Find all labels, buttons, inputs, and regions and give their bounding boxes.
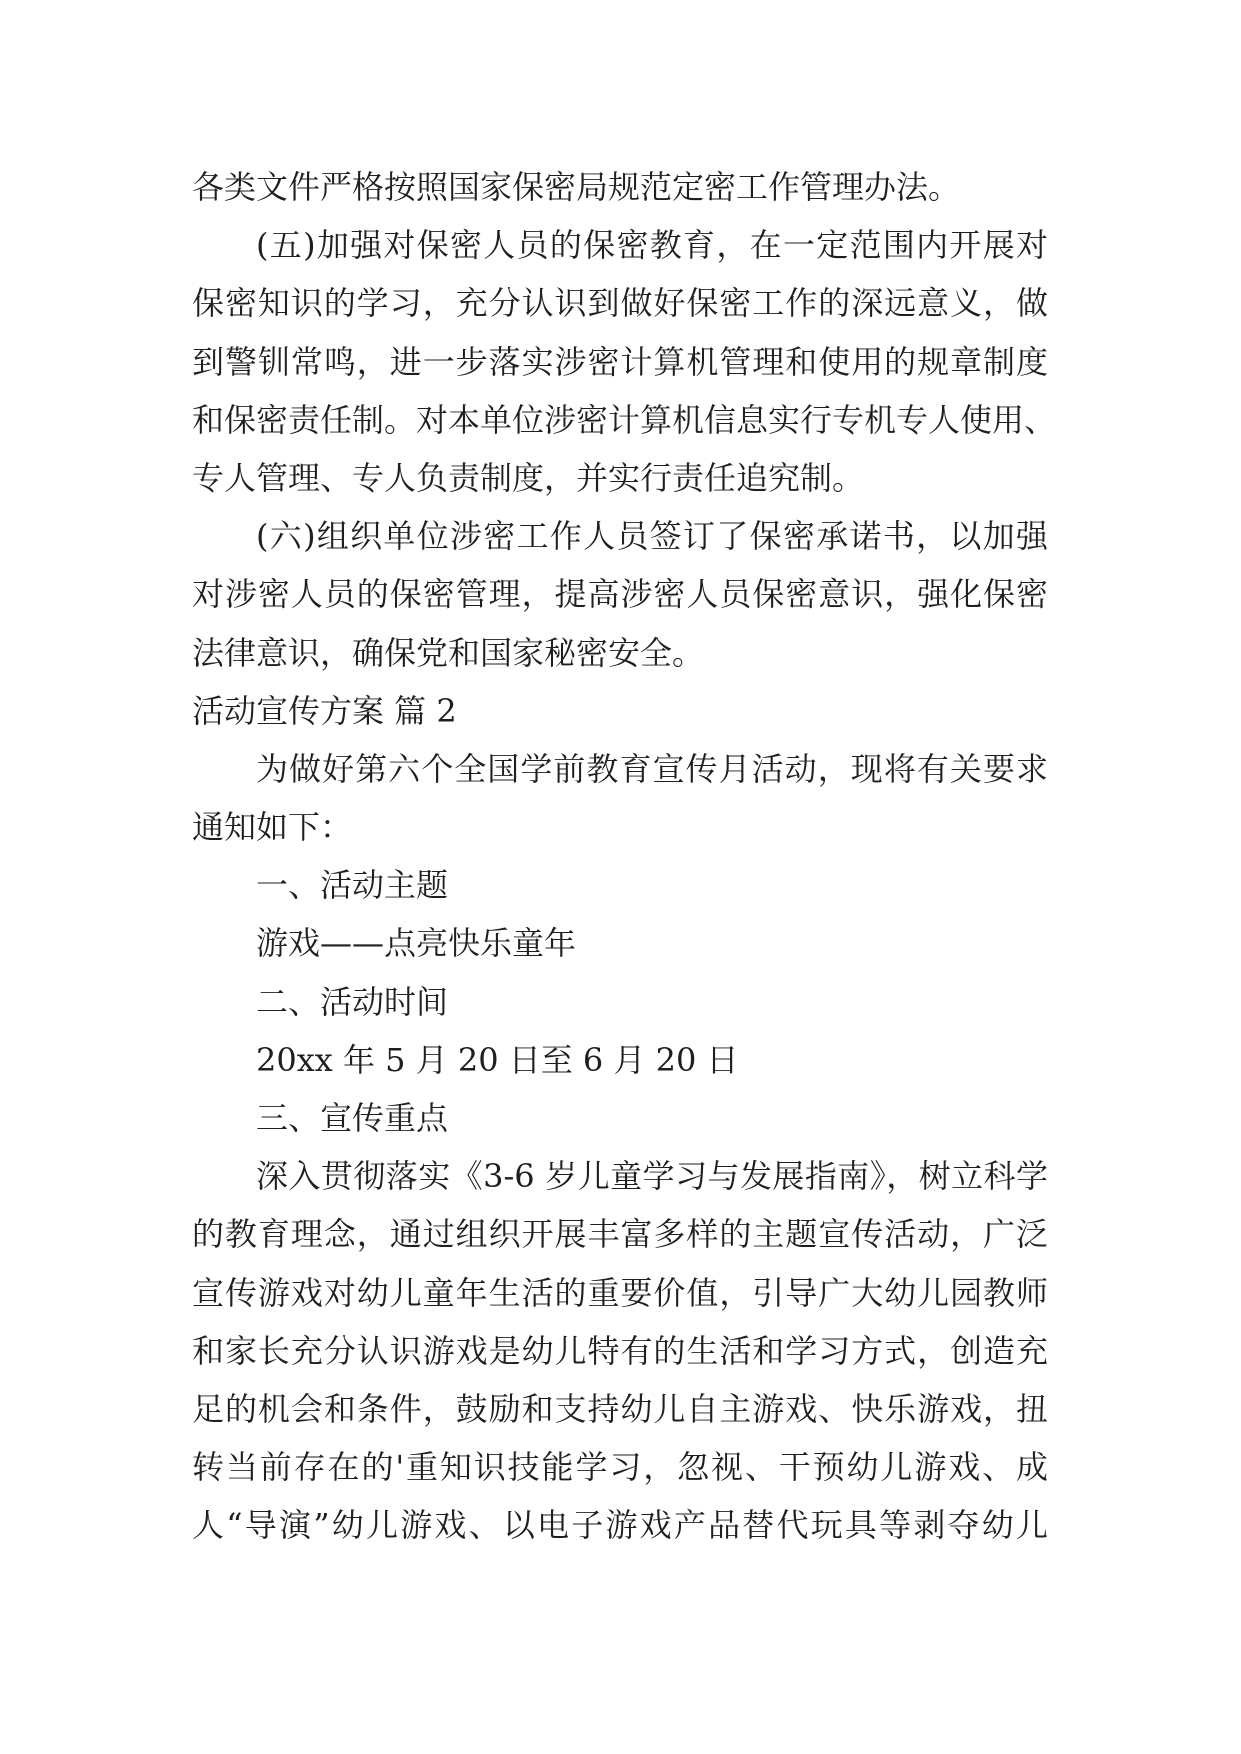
section-heading: 活动宣传方案 篇 2 [192,691,457,730]
text-line-9: 法律意识，确保党和国家秘密安全。 [192,633,705,672]
text-line-2: (五)加强对保密人员的保密教育，在一定范围内开展对 [256,226,1048,265]
text-line-21: 和家长充分认识游戏是幼儿特有的生活和学习方式，创造充 [192,1331,1048,1370]
text-line-16: 20xx 年 5 月 20 日至 6 月 20 日 [256,1040,739,1079]
subheading-theme: 一、活动主题 [256,866,449,905]
text-line-8: 对涉密人员的保密管理，提高涉密人员保密意识，强化保密 [192,575,1048,614]
text-line-24: 人“导演”幼儿游戏、以电子游戏产品替代玩具等剥夺幼儿 [192,1506,1048,1545]
text-line-4: 到警钏常鸣，进一步落实涉密计算机管理和使用的规章制度 [192,342,1048,381]
text-line-23: 转当前存在的'重知识技能学习，忽视、干预幼儿游戏、成 [192,1448,1048,1487]
text-line-14: 游戏——点亮快乐童年 [256,924,577,963]
text-line-19: 的教育理念，通过组织开展丰富多样的主题宣传活动，广泛 [192,1215,1048,1254]
text-line-3: 保密知识的学习，充分认识到做好保密工作的深远意义，做 [192,284,1048,323]
text-line-1: 各类文件严格按照国家保密局规范定密工作管理办法。 [192,168,961,206]
text-line-11: 为做好第六个全国学前教育宣传月活动，现将有关要求 [256,749,1048,788]
text-line-5: 和保密责任制。对本单位涉密计算机信息实行专机专人使用、 [192,400,1057,439]
subheading-time: 二、活动时间 [256,982,449,1021]
text-line-18: 深入贯彻落实《3-6 岁儿童学习与发展指南》，树立科学 [256,1157,1048,1196]
text-line-20: 宣传游戏对幼儿童年生活的重要价值，引导广大幼儿园教师 [192,1273,1048,1312]
document-body [192,158,1057,1555]
subheading-focus: 三、宣传重点 [256,1099,449,1137]
text-line-7: (六)组织单位涉密工作人员签订了保密承诺书，以加强 [256,517,1048,556]
text-line-6: 专人管理、专人负责制度，并实行责任追究制。 [192,458,865,497]
text-line-22: 足的机会和条件，鼓励和支持幼儿自主游戏、快乐游戏，扭 [192,1389,1048,1428]
text-line-12: 通知如下： [192,808,353,847]
